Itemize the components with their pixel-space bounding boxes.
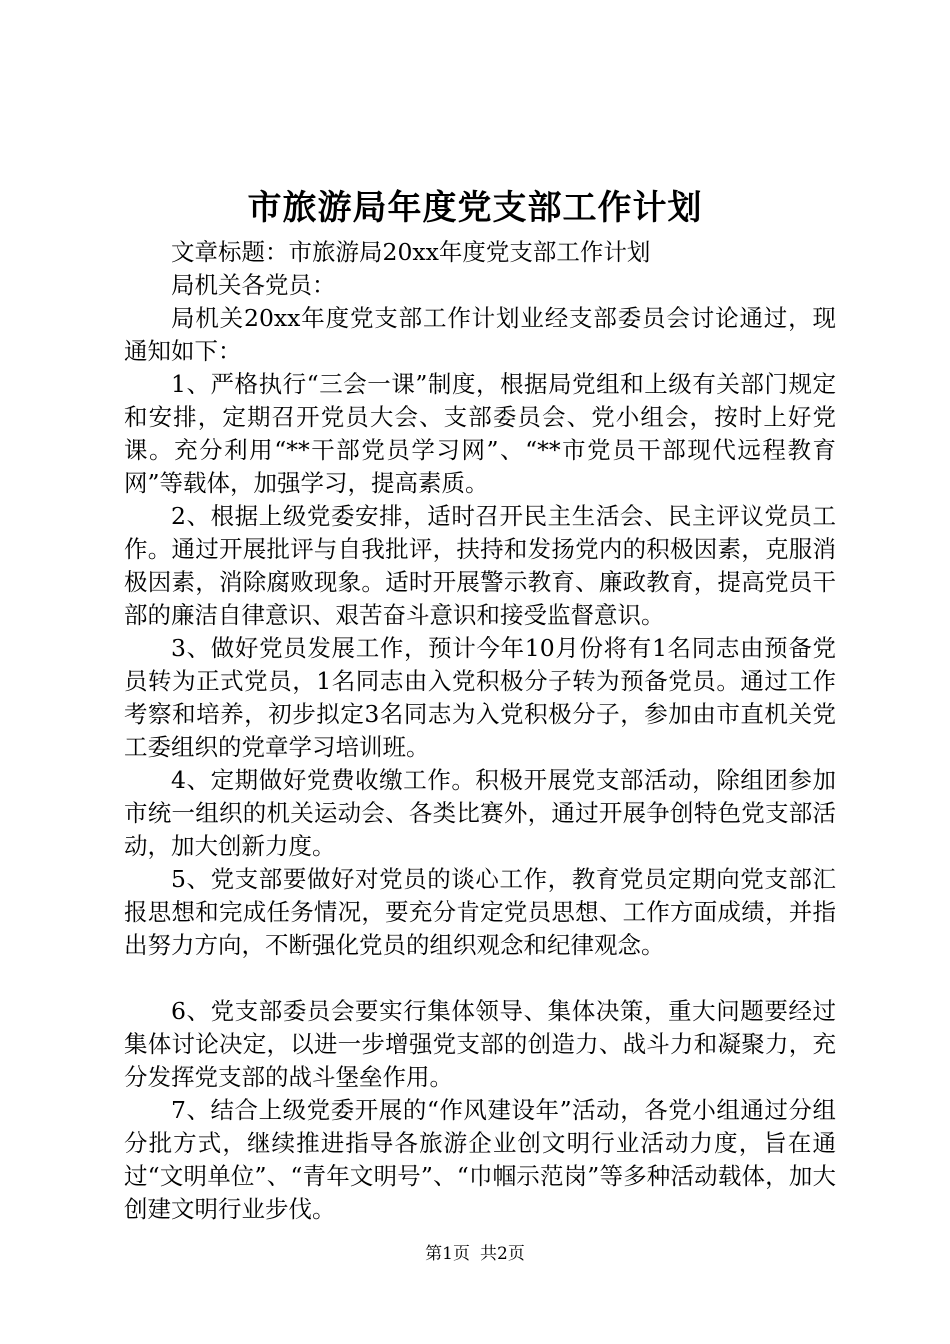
item-5-paragraph: 5、党支部要做好对党员的谈心工作，教育党员定期向党支部汇报思想和完成任务情况，要充分肯定党员思想、工作方面成绩，并指出努力方向，不断强化党员的组织观念和纪律观念。 xyxy=(124,865,836,959)
item-6-paragraph: 6、党支部委员会要实行集体领导、集体决策，重大问题要经过集体讨论决定，以进一步增强党支部的创造力、战斗力和凝聚力，充分发挥党支部的战斗堡垒作用。 xyxy=(124,997,836,1091)
salutation: 局机关各党员： xyxy=(171,271,336,299)
item-2-paragraph: 2、根据上级党委安排，适时召开民主生活会、民主评议党员工作。通过开展批评与自我批评，扶持和发扬党内的积极因素，克服消极因素，消除腐败现象。适时开展警示教育、廉政教育，提高党员干部的廉洁自律意识、艰苦奋斗意识和接受监督意识。 xyxy=(124,502,836,629)
item-3-paragraph: 3、做好党员发展工作，预计今年10月份将有1名同志由预备党员转为正式党员，1名同志由入党积极分子转为预备党员。通过工作考察和培养，初步拟定3名同志为入党积极分子，参加由市直机关党工委组织的党章学习培训班。 xyxy=(124,634,836,761)
document-title: 市旅游局年度党支部工作计划 xyxy=(247,188,703,228)
document-body xyxy=(124,236,836,1226)
page-number: 第1页 xyxy=(425,1244,470,1264)
intro-paragraph: 局机关20xx年度党支部工作计划业经支部委员会讨论通过，现通知如下： xyxy=(124,304,836,365)
item-1-paragraph: 1、严格执行“三会一课”制度，根据局党组和上级有关部门规定和安排，定期召开党员大会、支部委员会、党小组会，按时上好党课。充分利用“**干部党员学习网”、“**市党员干部现代远程教育网”等载体，加强学习，提高素质。 xyxy=(124,370,836,497)
item-7-paragraph: 7、结合上级党委开展的“作风建设年”活动，各党小组通过分组分批方式，继续推进指导各旅游企业创文明行业活动力度，旨在通过“文明单位”、“青年文明号”、“巾帼示范岗”等多种活动载体，加大创建文明行业步伐。 xyxy=(124,1096,836,1223)
page-total: 共2页 xyxy=(480,1244,525,1264)
article-title-line: 文章标题：市旅游局20xx年度党支部工作计划 xyxy=(171,238,651,266)
page-footer xyxy=(0,1242,950,1266)
item-4-paragraph: 4、定期做好党费收缴工作。积极开展党支部活动，除组团参加市统一组织的机关运动会、各类比赛外，通过开展争创特色党支部活动，加大创新力度。 xyxy=(124,766,836,860)
